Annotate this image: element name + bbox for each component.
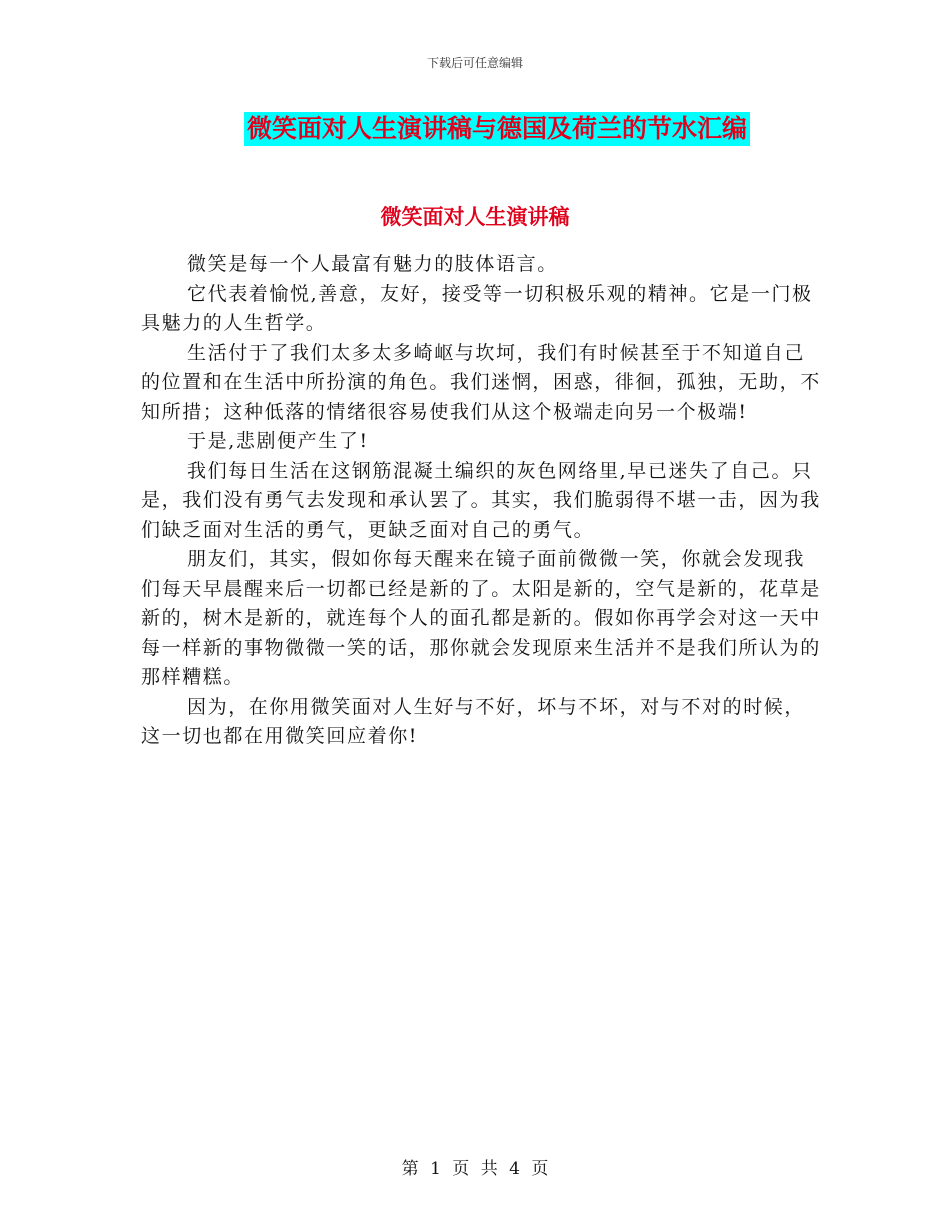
body-text (141, 250, 821, 752)
document-title-container (0, 112, 950, 146)
page-number: 第 1 页 共 4 页 (401, 1159, 549, 1179)
paragraph: 它代表着愉悦,善意，友好，接受等一切积极乐观的精神。它是一门极具魅力的人生哲学。 (141, 282, 813, 334)
paragraph: 于是,悲剧便产生了! (187, 430, 369, 452)
paragraph: 我们每日生活在这钢筋混凝土编织的灰色网络里,早已迷失了自己。只是，我们没有勇气去发现和承认罢了。其实，我们脆弱得不堪一击，因为我们缺乏面对生活的勇气，更缺乏面对自己的勇气。 (141, 459, 821, 541)
paragraph: 因为，在你用微笑面对人生好与不好，坏与不坏，对与不对的时候，这一切也都在用微笑回应着你! (141, 695, 806, 747)
paragraph: 生活付于了我们太多太多崎岖与坎坷，我们有时候甚至于不知道自己的位置和在生活中所扮演的角色。我们迷惘，困惑，徘徊，孤独，无助，不知所措；这种低落的情绪很容易使我们从这个极端走向另一个极端! (141, 341, 821, 423)
paragraph: 微笑是每一个人最富有魅力的肢体语言。 (187, 253, 558, 275)
document-title: 微笑面对人生演讲稿与德国及荷兰的节水汇编 (244, 112, 750, 146)
page-header-note: 下载后可任意编辑 (426, 56, 523, 70)
paragraph: 朋友们，其实，假如你每天醒来在镜子面前微微一笑，你就会发现我们每天早晨醒来后一切都已经是新的了。太阳是新的，空气是新的，花草是新的，树木是新的，就连每个人的面孔都是新的。假如你再学会对这一天中每一样新的事物微微一笑的话，那你就会发现原来生活并不是我们所认为的那样糟糕。 (141, 548, 821, 688)
section-title: 微笑面对人生演讲稿 (380, 205, 570, 229)
